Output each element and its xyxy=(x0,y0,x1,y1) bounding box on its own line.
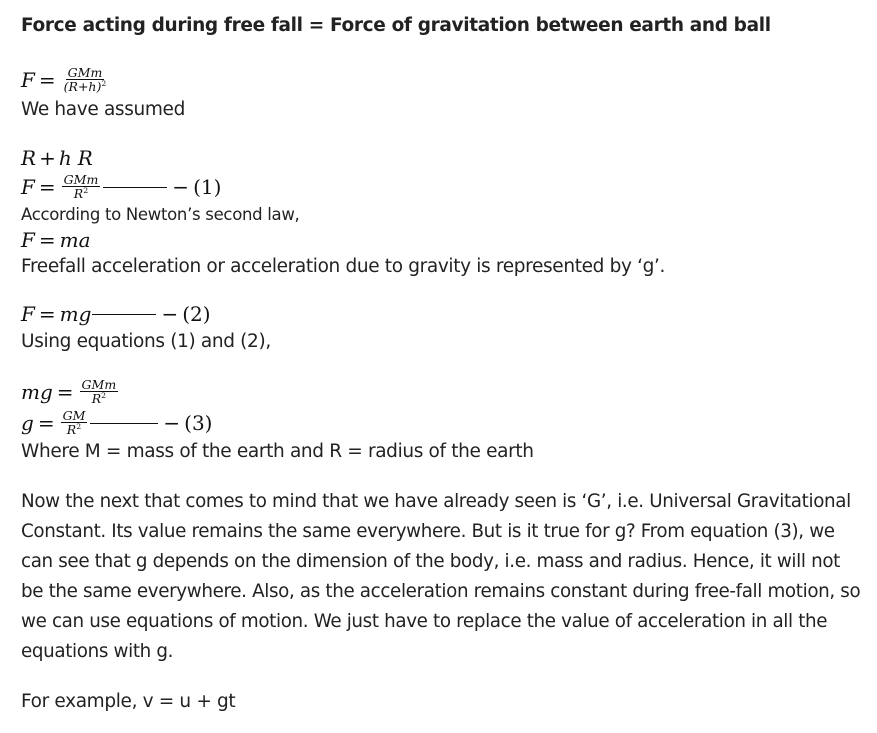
eq-lhs: F xyxy=(21,228,35,252)
example-text: For example, v = u + gt xyxy=(21,691,236,712)
denominator-exponent: 2 xyxy=(83,186,89,196)
equation-dash: − xyxy=(172,175,190,199)
section-heading: Force acting during free fall = Force of gravitation between earth and ball xyxy=(21,15,771,36)
using-equations-text: Using equations (1) and (2), xyxy=(21,331,271,352)
fraction-denominator xyxy=(65,423,83,436)
assumed-text: We have assumed xyxy=(21,99,185,120)
equation-mg xyxy=(21,376,120,408)
assumption-right: R xyxy=(77,146,93,170)
denominator-base: R xyxy=(91,391,102,407)
equation-force-ma xyxy=(21,227,91,253)
fraction xyxy=(80,378,119,405)
equation-3 xyxy=(21,406,212,440)
fraction-numerator: GMm xyxy=(63,172,99,188)
equation-1 xyxy=(21,170,221,204)
freefall-text: Freefall acceleration or acceleration due to gravity is represented by ‘g’. xyxy=(21,256,666,277)
fraction xyxy=(62,173,101,200)
denominator-exponent: 2 xyxy=(101,391,107,401)
equation-dash: − xyxy=(161,302,179,326)
eq-operator: = xyxy=(37,411,55,435)
fraction xyxy=(62,66,109,93)
denominator-exponent: 2 xyxy=(76,422,82,432)
equation-assumption xyxy=(21,145,93,171)
equation-label: (3) xyxy=(184,411,213,435)
equation-rule xyxy=(103,187,167,188)
denominator-exponent: 2 xyxy=(101,79,107,89)
equation-label: (1) xyxy=(193,175,222,199)
eq-lhs: F xyxy=(21,175,35,199)
eq-lhs: mg xyxy=(21,380,53,404)
eq-rhs: ma xyxy=(59,228,91,252)
eq-operator: = xyxy=(38,302,56,326)
eq-lhs: F xyxy=(21,302,35,326)
assumption-left: R xyxy=(21,146,37,170)
fraction-numerator: GMm xyxy=(81,377,117,393)
equation-rule xyxy=(92,314,156,315)
eq-operator: = xyxy=(38,175,56,199)
equation-2 xyxy=(21,301,211,327)
fraction-denominator xyxy=(90,392,108,405)
fraction-denominator xyxy=(72,187,90,200)
assumption-operator: + xyxy=(39,146,56,170)
denominator-base: R xyxy=(66,422,77,438)
fraction-denominator xyxy=(62,80,109,93)
fraction-numerator: GMm xyxy=(67,65,103,81)
equation-force-general xyxy=(21,64,110,96)
newton-text: According to Newton’s second law, xyxy=(21,205,300,224)
eq-lhs: F xyxy=(21,68,35,92)
explanation-paragraph: Now the next that comes to mind that we have already seen is ‘G’, i.e. Universal Gravitational Constant. Its value remains the same everywhere. But is it true for g? From equation (3), we can see that g depends on the dimension of the body, i.e. mass and radius. Hence, it will not be the same everywhere. Also, as the acceleration remains constant during free-fall motion, so we can use equations of motion. We just have to replace the value of acceleration in all the equations with g. xyxy=(21,491,861,662)
eq-operator: = xyxy=(38,228,56,252)
equation-rule xyxy=(90,423,158,424)
eq-operator: = xyxy=(56,380,74,404)
assumption-mid: h xyxy=(58,146,72,170)
equation-dash: − xyxy=(163,411,181,435)
eq-operator: = xyxy=(38,68,56,92)
where-text: Where M = mass of the earth and R = radius of the earth xyxy=(21,441,534,462)
denominator-base: (R+h) xyxy=(63,79,102,95)
denominator-base: R xyxy=(73,186,84,202)
fraction xyxy=(61,409,88,436)
eq-rhs: mg xyxy=(59,302,92,326)
eq-lhs: g xyxy=(21,411,34,435)
equation-label: (2) xyxy=(182,302,211,326)
fraction-numerator: GM xyxy=(62,408,86,424)
article-content xyxy=(21,0,866,733)
